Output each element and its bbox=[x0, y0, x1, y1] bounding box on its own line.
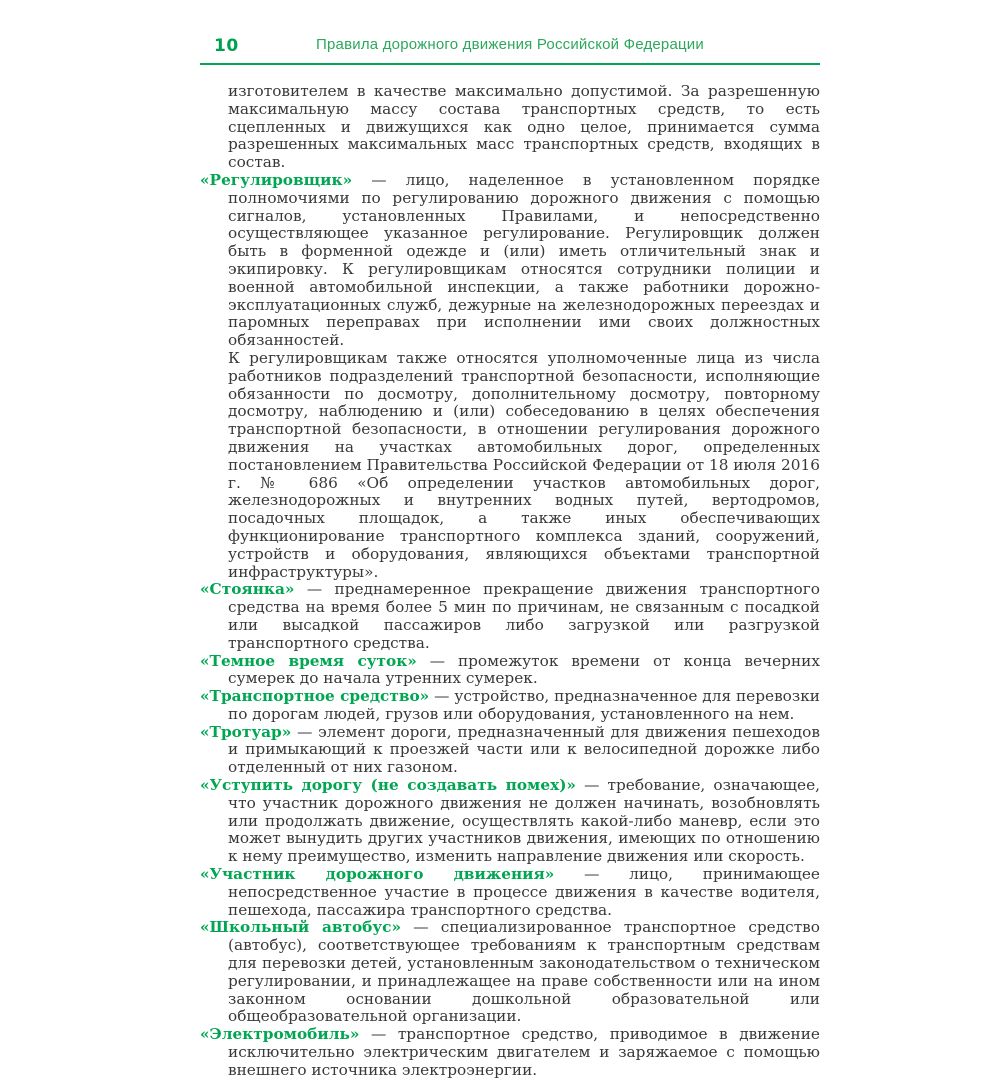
definition-paragraph: «Тротуар» — элемент дороги, предназначенный для движения пешеходов и примыкающий к проезжей части или к велосипедной дорожке либо отделенный от них газоном. bbox=[200, 724, 820, 777]
term: «Школьный автобус» bbox=[200, 918, 401, 936]
term: «Транспортное средство» bbox=[200, 687, 429, 705]
paragraph: К регулировщикам также относятся уполномоченные лица из числа работников подразделений транспортной безопасности, исполняющие обязанности по досмотру, дополнительному досмотру, повторному досмотру, наблюдению и (или) собеседованию в целях обеспечения транспортной безопасности, в отношении регулирования дорожного движения на участках автомобильных дорог, определенных постановлением Правительства Российской Федерации от 18 июля 2016 г. № 686 «Об определении участков автомобильных дорог, железнодорожных и внутренних водных путей, вертодромов, посадочных площадок, а также иных обеспечивающих функционирование транспортного комплекса зданий, сооружений, устройств и оборудования, являющихся объектами транспортной инфраструктуры». bbox=[200, 350, 820, 581]
term: «Уступить дорогу (не создавать помех)» bbox=[200, 776, 576, 794]
term: «Тротуар» bbox=[200, 723, 291, 741]
term: «Участник дорожного движения» bbox=[200, 865, 554, 883]
definition-paragraph: «Уступить дорогу (не создавать помех)» — требование, означающее, что участник дорожного движения не должен начинать, возобновлять или продолжать движение, осуществлять какой-либо маневр, если это может вынудить других участников движения, имеющих по отношению к нему преимущество, изменить направление движения или скорость. bbox=[200, 777, 820, 866]
definitions-text bbox=[200, 83, 820, 1080]
term: «Темное время суток» bbox=[200, 652, 417, 670]
term: «Регулировщик» bbox=[200, 171, 352, 189]
definition-paragraph: «Транспортное средство» — устройство, предназначенное для перевозки по дорогам людей, грузов или оборудования, установленного на нем. bbox=[200, 688, 820, 724]
header-divider bbox=[200, 63, 820, 65]
page-number: 10 bbox=[214, 36, 239, 56]
definition-paragraph: «Электромобиль» — транспортное средство, приводимое в движение исключительно электрическим двигателем и заряжаемое с помощью внешнего источника электроэнергии. bbox=[200, 1026, 820, 1079]
definition-paragraph: «Регулировщик» — лицо, наделенное в установленном порядке полномочиями по регулированию дорожного движения с помощью сигналов, установленных Правилами, и непосредственно осуществляющее указанное регулирование. Регулировщик должен быть в форменной одежде и (или) иметь отличительный знак и экипировку. К регулировщикам относятся сотрудники полиции и военной автомобильной инспекции, а также работники дорожно-эксплуатационных служб, дежурные на железнодорожных переездах и паромных переправах при исполнении ими своих должностных обязанностей. bbox=[200, 172, 820, 350]
page-header bbox=[200, 36, 820, 60]
definition-paragraph: «Стоянка» — преднамеренное прекращение движения транспортного средства на время более 5 мин по причинам, не связанным с посадкой или высадкой пассажиров либо загрузкой или разгрузкой транспортного средства. bbox=[200, 581, 820, 652]
term: «Электромобиль» bbox=[200, 1025, 359, 1043]
term: «Стоянка» bbox=[200, 580, 294, 598]
header-title: Правила дорожного движения Российской Федерации bbox=[200, 36, 820, 53]
definition-paragraph: «Темное время суток» — промежуток времени от конца вечерних сумерек до начала утренних сумерек. bbox=[200, 653, 820, 689]
definition-paragraph: «Школьный автобус» — специализированное транспортное средство (автобус), соответствующее требованиям к транспортным средствам для перевозки детей, установленным законодательством о техническом регулировании, и принадлежащее на праве собственности или на ином законном основании дошкольной образовательной или общеобразовательной организации. bbox=[200, 919, 820, 1026]
definition-paragraph: «Участник дорожного движения» — лицо, принимающее непосредственное участие в процессе движения в качестве водителя, пешехода, пассажира транспортного средства. bbox=[200, 866, 820, 919]
paragraph: изготовителем в качестве максимально допустимой. За разрешенную максимальную массу состава транспортных средств, то есть сцепленных и движущихся как одно целое, принимается сумма разрешенных максимальных масс транспортных средств, входящих в состав. bbox=[200, 83, 820, 172]
